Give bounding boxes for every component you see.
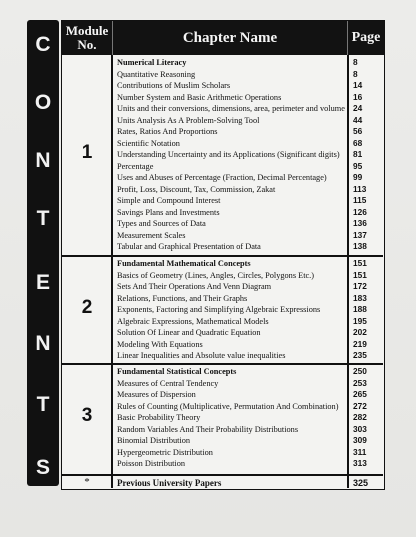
header-page: Page bbox=[348, 21, 384, 55]
chapter-title: Algebraic Expressions, Mathematical Models bbox=[117, 316, 269, 326]
chapter-title: Binomial Distribution bbox=[117, 436, 191, 445]
chapter-page-number: 303 bbox=[353, 423, 367, 434]
header-chapter: Chapter Name bbox=[112, 21, 348, 55]
table-row bbox=[112, 447, 384, 458]
module-number: 3 bbox=[81, 405, 93, 426]
chapter-title: Modeling With Equations bbox=[117, 339, 203, 349]
table-row bbox=[112, 281, 384, 292]
chapter-page-number: 151 bbox=[353, 269, 367, 280]
table-row bbox=[112, 241, 384, 252]
chapter-title: Quantitative Reasoning bbox=[117, 69, 196, 79]
table-row bbox=[112, 115, 384, 126]
contents-table bbox=[61, 20, 385, 490]
table-row bbox=[112, 218, 384, 229]
chapter-page-number: 272 bbox=[353, 400, 367, 411]
table-row bbox=[112, 195, 384, 206]
table-row bbox=[112, 69, 384, 80]
chapter-page-number: 81 bbox=[353, 149, 363, 159]
banner-letter: T bbox=[36, 207, 50, 230]
chapter-title: Measurement Scales bbox=[117, 230, 186, 240]
table-row bbox=[112, 126, 384, 137]
chapter-title: Savings Plans and Investments bbox=[117, 207, 220, 217]
chapter-title: Rates, Ratios And Proportions bbox=[117, 127, 218, 136]
table-row bbox=[112, 401, 384, 412]
chapter-title: Scientific Notation bbox=[117, 138, 180, 148]
chapter-title: Tabular and Graphical Presentation of Data bbox=[117, 242, 261, 251]
table-row bbox=[112, 389, 384, 400]
chapter-title: Relations, Functions, and Their Graphs bbox=[117, 293, 248, 303]
section-title: Fundamental Mathematical Concepts bbox=[117, 259, 251, 268]
table-row bbox=[112, 184, 384, 195]
chapter-page-number: 137 bbox=[353, 229, 367, 240]
table-row bbox=[112, 366, 384, 377]
table-row bbox=[112, 172, 384, 183]
table-row bbox=[112, 258, 384, 269]
table-row bbox=[112, 316, 384, 327]
table-row bbox=[112, 339, 384, 350]
section-title: Fundamental Statistical Concepts bbox=[117, 367, 237, 376]
table-row bbox=[112, 103, 384, 114]
chapter-title: Hypergeometric Distribution bbox=[117, 447, 213, 457]
chapter-page-number: 95 bbox=[353, 160, 363, 171]
chapter-title: Linear Inequalities and Absolute value inequalities bbox=[117, 351, 286, 360]
table-row bbox=[112, 304, 384, 315]
banner-letter: N bbox=[35, 332, 51, 355]
chapter-page-number: 8 bbox=[353, 57, 358, 67]
chapter-title: Units and their conversions, dimensions, area, perimeter and volume bbox=[117, 104, 345, 113]
chapter-page-number: 195 bbox=[353, 315, 367, 326]
chapter-title: Number System and Basic Arithmetic Operations bbox=[117, 92, 282, 102]
chapter-page-number: 219 bbox=[353, 338, 367, 349]
table-row bbox=[112, 161, 384, 172]
table-row bbox=[112, 424, 384, 435]
chapter-title: Basics of Geometry (Lines, Angles, Circles, Polygons Etc.) bbox=[117, 270, 315, 280]
chapter-title: Percentage bbox=[117, 161, 154, 171]
chapter-page-number: 115 bbox=[353, 195, 367, 205]
header-module bbox=[62, 21, 112, 55]
banner-letter: E bbox=[35, 271, 50, 294]
section-divider bbox=[62, 363, 383, 365]
chapter-page-number: 250 bbox=[353, 366, 367, 376]
table-row bbox=[112, 207, 384, 218]
chapter-title: Sets And Their Operations And Venn Diagram bbox=[117, 282, 272, 291]
chapter-page-number: 313 bbox=[353, 458, 367, 468]
table-row bbox=[112, 138, 384, 149]
chapter-title: Simple and Compound Interest bbox=[117, 196, 221, 205]
chapter-page-number: 126 bbox=[353, 206, 367, 217]
section-title: Numerical Literacy bbox=[117, 58, 187, 67]
chapter-page-number: 265 bbox=[353, 389, 367, 399]
table-row bbox=[112, 92, 384, 103]
section-divider bbox=[62, 255, 383, 257]
chapter-page-number: 253 bbox=[353, 377, 367, 388]
chapter-page-number: 309 bbox=[353, 435, 367, 445]
chapter-title: Contributions of Muslim Scholars bbox=[117, 81, 231, 90]
chapter-page-number: 138 bbox=[353, 241, 367, 251]
chapter-page-number: 68 bbox=[353, 137, 363, 148]
chapter-title: Random Variables And Their Probability Distributions bbox=[117, 424, 299, 434]
chapter-title: Profit, Loss, Discount, Tax, Commission, Zakat bbox=[117, 184, 276, 194]
table-row bbox=[112, 327, 384, 338]
table-row bbox=[112, 149, 384, 160]
footer-page: 325 bbox=[353, 478, 369, 488]
table-row bbox=[112, 80, 384, 91]
contents-banner bbox=[27, 20, 59, 486]
chapter-title: Measures of Dispersion bbox=[117, 390, 196, 399]
table-row bbox=[112, 435, 384, 446]
table-row bbox=[112, 458, 384, 469]
chapter-title: Rules of Counting (Multiplicative, Permutation And Combination) bbox=[117, 401, 339, 411]
chapter-title: Types and Sources of Data bbox=[117, 219, 206, 228]
table-row bbox=[112, 57, 384, 68]
chapter-page-number: 16 bbox=[353, 91, 363, 102]
banner-letter: C bbox=[35, 33, 51, 56]
table-row bbox=[112, 350, 384, 361]
chapter-title: Units Analysis As A Problem-Solving Tool bbox=[117, 115, 260, 125]
chapter-page-number: 14 bbox=[353, 80, 363, 90]
chapter-page-number: 235 bbox=[353, 350, 367, 360]
chapter-title: Measures of Central Tendency bbox=[117, 378, 219, 388]
table-row bbox=[112, 412, 384, 423]
chapter-page-number: 202 bbox=[353, 327, 367, 337]
table-row bbox=[112, 230, 384, 241]
chapter-page-number: 183 bbox=[353, 292, 367, 303]
header-module-line2: No. bbox=[77, 37, 97, 52]
banner-letter: O bbox=[34, 91, 52, 114]
chapter-page-number: 8 bbox=[353, 68, 358, 79]
chapter-page-number: 311 bbox=[353, 446, 367, 457]
banner-letter: N bbox=[35, 149, 51, 172]
chapter-page-number: 136 bbox=[353, 218, 367, 228]
chapter-page-number: 44 bbox=[353, 114, 363, 125]
chapter-page-number: 56 bbox=[353, 126, 363, 136]
table-row bbox=[112, 378, 384, 389]
chapter-page-number: 188 bbox=[353, 304, 367, 314]
table-row bbox=[112, 293, 384, 304]
chapter-page-number: 172 bbox=[353, 281, 367, 291]
chapter-title: Poisson Distribution bbox=[117, 459, 185, 468]
chapter-page-number: 151 bbox=[353, 258, 367, 268]
chapter-title: Exponents, Factoring and Simplifying Algebraic Expressions bbox=[117, 305, 321, 314]
banner-letter: S bbox=[35, 456, 50, 479]
chapter-title: Basic Probability Theory bbox=[117, 413, 201, 422]
header-module-line1: Module bbox=[65, 23, 109, 38]
module-number: 1 bbox=[81, 142, 93, 163]
footer-title: Previous University Papers bbox=[117, 478, 222, 488]
chapter-title: Understanding Uncertainty and its Applications (Significant digits) bbox=[117, 150, 340, 159]
chapter-page-number: 99 bbox=[353, 172, 363, 182]
footer-marker: * bbox=[84, 476, 90, 488]
chapter-title: Uses and Abuses of Percentage (Fraction, Decimal Percentage) bbox=[117, 173, 327, 182]
chapter-page-number: 24 bbox=[353, 103, 363, 113]
chapter-page-number: 282 bbox=[353, 412, 367, 422]
banner-letter: T bbox=[36, 393, 50, 416]
module-number: 2 bbox=[81, 297, 93, 318]
table-row bbox=[112, 270, 384, 281]
chapter-page-number: 113 bbox=[353, 183, 367, 194]
chapter-title: Solution Of Linear and Quadratic Equation bbox=[117, 328, 261, 337]
